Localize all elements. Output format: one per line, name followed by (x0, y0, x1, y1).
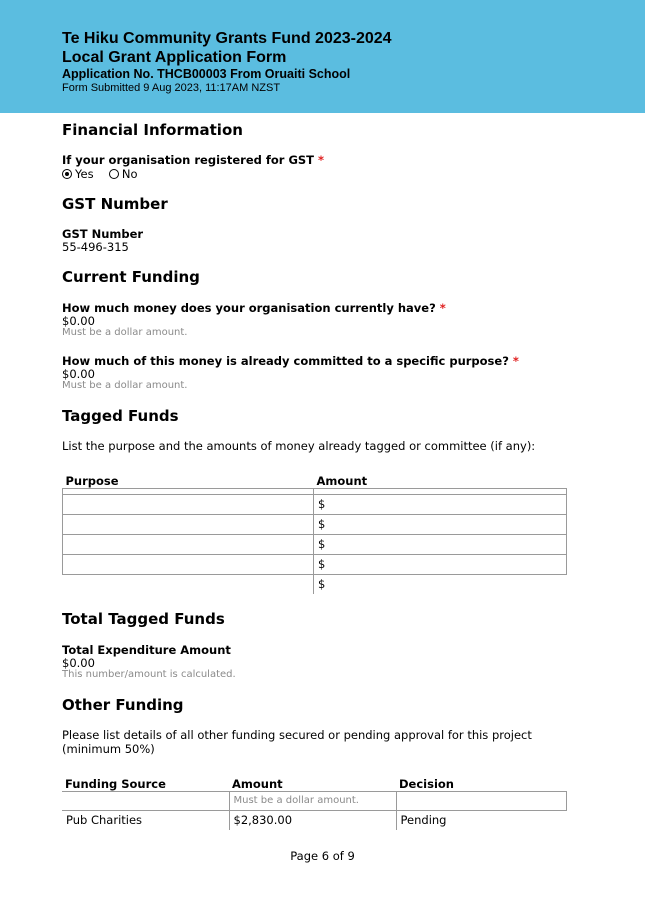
table-row (63, 534, 567, 554)
required-mark: * (512, 354, 519, 368)
decision-cell[interactable] (396, 791, 567, 810)
committed-money-hint: Must be a dollar amount. (62, 380, 188, 391)
gst-question (62, 153, 324, 167)
required-mark: * (439, 301, 446, 315)
decision-cell[interactable]: Pending (396, 810, 567, 830)
current-money-question (62, 301, 446, 315)
form-name: Local Grant Application Form (62, 49, 287, 66)
amount-cell[interactable]: Must be a dollar amount. (229, 791, 396, 810)
current-money-hint: Must be a dollar amount. (62, 327, 188, 338)
submitted-date: Form Submitted 9 Aug 2023, 11:17AM NZST (62, 82, 281, 94)
total-expenditure-value: $0.00 (62, 656, 95, 670)
funding-source-cell[interactable] (62, 791, 229, 810)
committed-money-value: $0.00 (62, 367, 95, 381)
purpose-cell[interactable] (63, 574, 314, 594)
amount-cell[interactable]: $ (314, 554, 567, 574)
other-funding-table (62, 773, 567, 830)
current-money-value: $0.00 (62, 314, 95, 328)
financial-heading: Financial Information (62, 121, 243, 139)
column-header-amount: Amount (232, 776, 283, 791)
other-funding-intro: Please list details of all other funding secured or pending approval for this project (minimum 50%) (62, 728, 532, 756)
purpose-cell[interactable] (63, 514, 314, 534)
current-money-question-text: How much money does your organisation currently have? (62, 301, 436, 315)
tagged-funds-intro: List the purpose and the amounts of money already tagged or committee (if any): (62, 439, 536, 453)
table-row (63, 554, 567, 574)
column-header-amount: Amount (316, 473, 368, 488)
radio-no[interactable] (109, 169, 119, 179)
amount-cell[interactable]: $ (314, 494, 567, 514)
header-banner (0, 0, 645, 113)
page-number: Page 6 of 9 (290, 849, 355, 863)
table-row (62, 791, 567, 810)
gst-radio-group (62, 167, 138, 181)
purpose-cell[interactable] (63, 494, 314, 514)
column-header-decision: Decision (399, 776, 454, 791)
table-row (63, 514, 567, 534)
table-row (63, 574, 567, 594)
tagged-funds-heading: Tagged Funds (62, 407, 179, 425)
tagged-funds-table (62, 470, 567, 594)
gst-number-value: 55-496-315 (62, 240, 129, 254)
radio-yes-label: Yes (75, 167, 94, 181)
amount-cell[interactable]: $ (314, 514, 567, 534)
table-row (62, 810, 567, 830)
other-funding-heading: Other Funding (62, 696, 184, 714)
total-expenditure-hint: This number/amount is calculated. (62, 669, 236, 680)
table-row (63, 494, 567, 514)
application-number: Application No. THCB00003 From Oruaiti School (62, 67, 351, 81)
gst-number-label: GST Number (62, 227, 144, 241)
gst-question-text: If your organisation registered for GST (62, 153, 315, 167)
committed-money-question-text: How much of this money is already committed to a specific purpose? (62, 354, 509, 368)
purpose-cell[interactable] (63, 534, 314, 554)
column-header-funding-source: Funding Source (65, 776, 166, 791)
current-funding-heading: Current Funding (62, 268, 200, 286)
required-mark: * (318, 153, 325, 167)
committed-money-question (62, 354, 519, 368)
total-expenditure-label: Total Expenditure Amount (62, 643, 231, 657)
funding-source-cell[interactable]: Pub Charities (62, 810, 229, 830)
gst-heading: GST Number (62, 195, 168, 213)
fund-title: Te Hiku Community Grants Fund 2023-2024 (62, 30, 392, 47)
amount-cell[interactable]: $ (314, 574, 567, 594)
radio-no-label: No (121, 167, 138, 181)
amount-cell[interactable]: $ (314, 534, 567, 554)
radio-yes[interactable] (62, 169, 72, 179)
purpose-cell[interactable] (63, 554, 314, 574)
column-header-purpose: Purpose (65, 473, 119, 488)
amount-cell[interactable]: $2,830.00 (229, 810, 396, 830)
total-tagged-heading: Total Tagged Funds (62, 610, 225, 628)
